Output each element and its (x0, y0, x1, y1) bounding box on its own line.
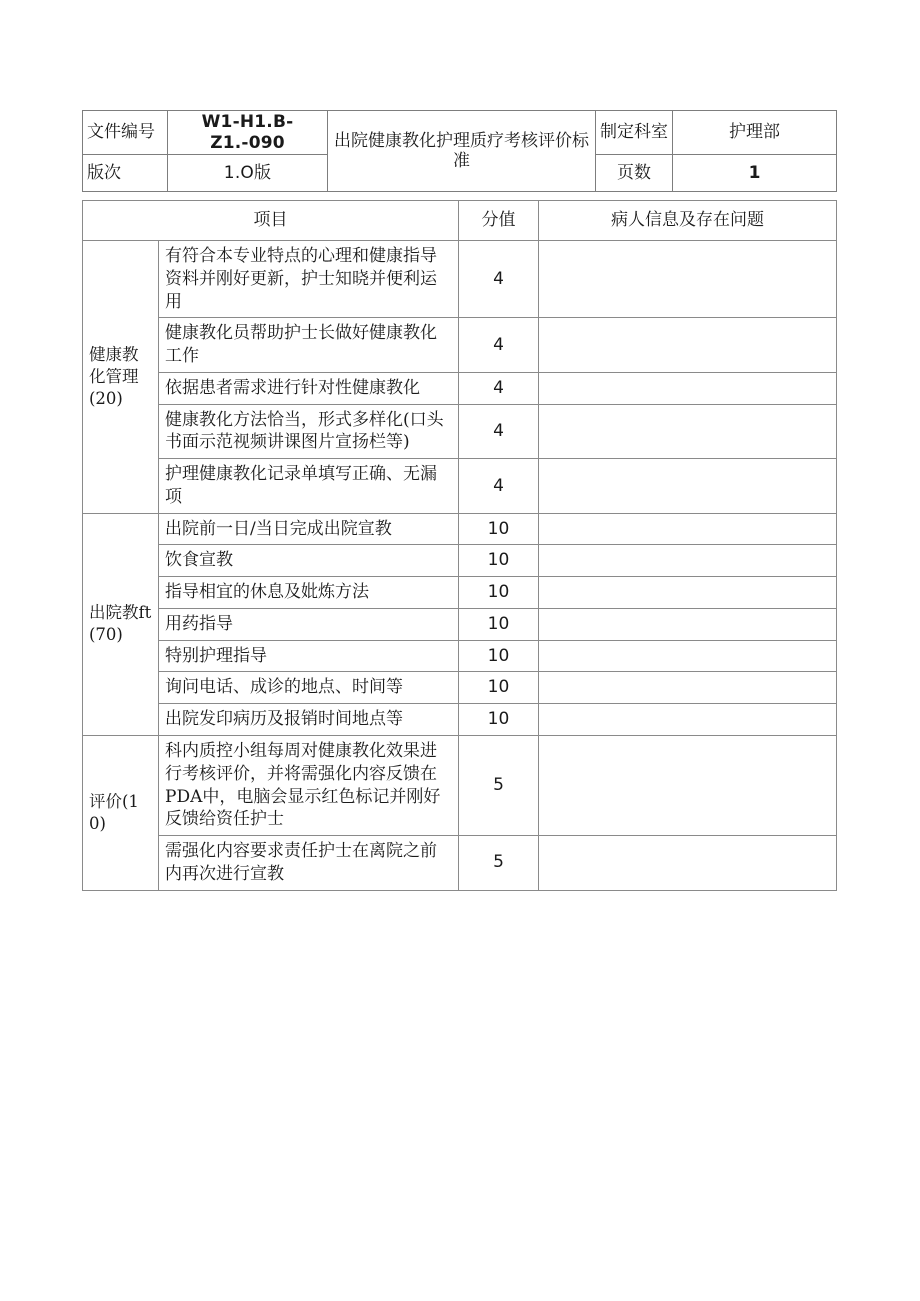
category-cell (83, 513, 159, 735)
patient-info-remark-cell[interactable] (539, 672, 837, 704)
page-label: 页数 (596, 155, 673, 192)
category-label: 评价(10) (89, 791, 139, 833)
category-label: 健康教化管理(20) (89, 344, 139, 408)
patient-info-remark-cell[interactable] (539, 545, 837, 577)
table-header-row (83, 201, 837, 241)
patient-info-remark-cell[interactable] (539, 608, 837, 640)
document-header-table (82, 110, 837, 192)
item-score-cell: 5 (459, 836, 539, 891)
table-row (83, 836, 837, 891)
item-score-cell: 4 (459, 404, 539, 459)
item-description-cell: 有符合本专业特点的心理和健康指导资料并刚好更新，护士知晓并便利运用 (159, 241, 459, 318)
table-row (83, 704, 837, 736)
patient-info-remark-cell[interactable] (539, 513, 837, 545)
patient-info-remark-cell[interactable] (539, 404, 837, 459)
item-score-cell: 10 (459, 513, 539, 545)
item-description-cell: 询问电话、成诊的地点、时间等 (159, 672, 459, 704)
item-score-cell: 4 (459, 241, 539, 318)
doc-no-label: 文件编号 (83, 111, 168, 155)
patient-info-remark-cell[interactable] (539, 577, 837, 609)
patient-info-remark-cell[interactable] (539, 372, 837, 404)
table-row (83, 318, 837, 373)
category-label: 出院教ft(70) (89, 603, 152, 645)
item-score-cell: 10 (459, 545, 539, 577)
item-score-cell: 10 (459, 672, 539, 704)
dept-value: 护理部 (673, 111, 837, 155)
table-row (83, 736, 837, 836)
item-description-cell: 饮食宣教 (159, 545, 459, 577)
category-cell (83, 241, 159, 514)
table-row (83, 241, 837, 318)
patient-info-remark-cell[interactable] (539, 459, 837, 514)
column-header-score: 分值 (459, 201, 539, 241)
dept-label: 制定科室 (596, 111, 673, 155)
column-header-remark: 病人信息及存在问题 (539, 201, 837, 241)
item-description-cell: 科内质控小组每周对健康教化效果进行考核评价，并将需强化内容反馈在PDA中，电脑会显示红色标记并刚好反馈给资任护士 (159, 736, 459, 836)
patient-info-remark-cell[interactable] (539, 704, 837, 736)
patient-info-remark-cell[interactable] (539, 640, 837, 672)
item-description-cell: 健康教化方法恰当，形式多样化(口头书面示范视频讲课图片宣扬栏等) (159, 404, 459, 459)
table-row (83, 372, 837, 404)
column-header-item: 项目 (83, 201, 459, 241)
doc-no-value: W1-H1.B-Z1.-090 (168, 111, 328, 155)
document-title: 出院健康教化护理质疗考核评价标准 (328, 111, 596, 192)
table-row (83, 404, 837, 459)
patient-info-remark-cell[interactable] (539, 836, 837, 891)
item-description-cell: 依据患者需求进行针对性健康教化 (159, 372, 459, 404)
version-value: 1.O版 (168, 155, 328, 192)
table-row (83, 672, 837, 704)
item-score-cell: 10 (459, 577, 539, 609)
table-row (83, 513, 837, 545)
item-description-cell: 指导相宜的休息及妣炼方法 (159, 577, 459, 609)
item-score-cell: 4 (459, 372, 539, 404)
item-description-cell: 出院前一日/当日完成出院宣教 (159, 513, 459, 545)
table-row (83, 640, 837, 672)
item-score-cell: 4 (459, 459, 539, 514)
header-row-doc-no (83, 111, 837, 155)
category-cell (83, 736, 159, 891)
page-value: 1 (673, 155, 837, 192)
item-description-cell: 需强化内容要求责任护士在离院之前内再次进行宣教 (159, 836, 459, 891)
item-description-cell: 护理健康教化记录单填写正确、无漏项 (159, 459, 459, 514)
item-score-cell: 10 (459, 640, 539, 672)
patient-info-remark-cell[interactable] (539, 241, 837, 318)
table-row (83, 577, 837, 609)
table-row (83, 545, 837, 577)
item-description-cell: 健康教化员帮助护士长做好健康教化工作 (159, 318, 459, 373)
item-description-cell: 用药指导 (159, 608, 459, 640)
patient-info-remark-cell[interactable] (539, 318, 837, 373)
version-label: 版次 (83, 155, 168, 192)
item-score-cell: 10 (459, 608, 539, 640)
table-row (83, 608, 837, 640)
assessment-criteria-table (82, 200, 837, 891)
patient-info-remark-cell[interactable] (539, 736, 837, 836)
item-description-cell: 出院发印病历及报销时间地点等 (159, 704, 459, 736)
item-description-cell: 特别护理指导 (159, 640, 459, 672)
item-score-cell: 10 (459, 704, 539, 736)
item-score-cell: 5 (459, 736, 539, 836)
item-score-cell: 4 (459, 318, 539, 373)
table-row (83, 459, 837, 514)
